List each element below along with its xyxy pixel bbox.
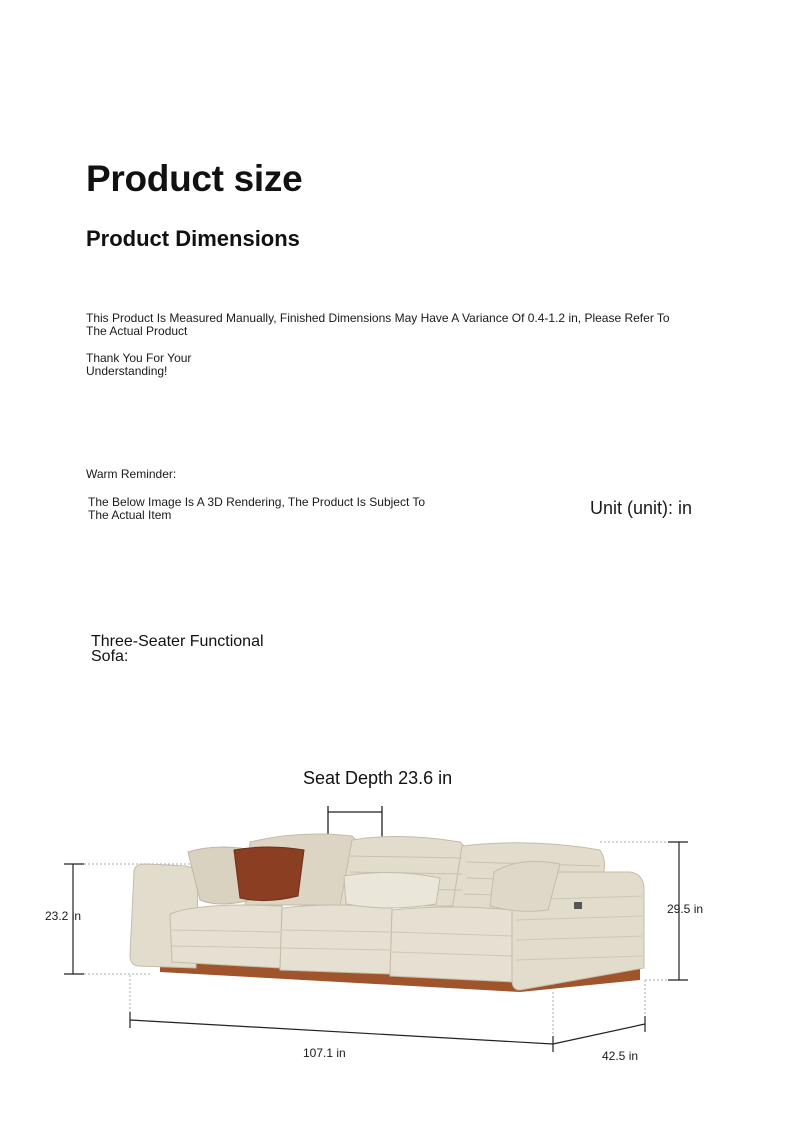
- warm-reminder-text: The Below Image Is A 3D Rendering, The Product Is Subject To The Actual Item: [88, 495, 426, 522]
- pillow-brown: [234, 847, 304, 901]
- depth-label: 42.5 in: [602, 1049, 639, 1063]
- seat-cushion-center: [280, 905, 392, 974]
- measurement-note: This Product Is Measured Manually, Finished Dimensions May Have A Variance Of 0.4-1.2 in, Please Refer To The Actual Product: [86, 311, 670, 338]
- seat-height-label: 23.2 in: [45, 909, 82, 923]
- seat-depth-label: Seat Depth 23.6 in: [303, 768, 453, 788]
- unit-label: Unit (unit): in: [590, 498, 693, 518]
- pillow-lumbar: [344, 872, 440, 908]
- seat-cushion-right: [390, 907, 514, 982]
- back-height-label: 29.5 in: [667, 902, 704, 916]
- warm-reminder-title: Warm Reminder:: [86, 467, 177, 481]
- page-title: Product size: [86, 158, 303, 199]
- pillow-beige-right: [490, 861, 560, 911]
- depth-dimension: [553, 980, 645, 1044]
- control-button-icon: [574, 902, 582, 909]
- seat-cushion-left: [170, 905, 282, 968]
- thanks-note: Thank You For Your Understanding!: [86, 351, 192, 378]
- section-subtitle: Product Dimensions: [86, 226, 300, 251]
- sofa-illustration: [130, 834, 644, 992]
- product-type-label: Three-Seater Functional Sofa:: [91, 633, 264, 665]
- width-label: 107.1 in: [303, 1046, 346, 1060]
